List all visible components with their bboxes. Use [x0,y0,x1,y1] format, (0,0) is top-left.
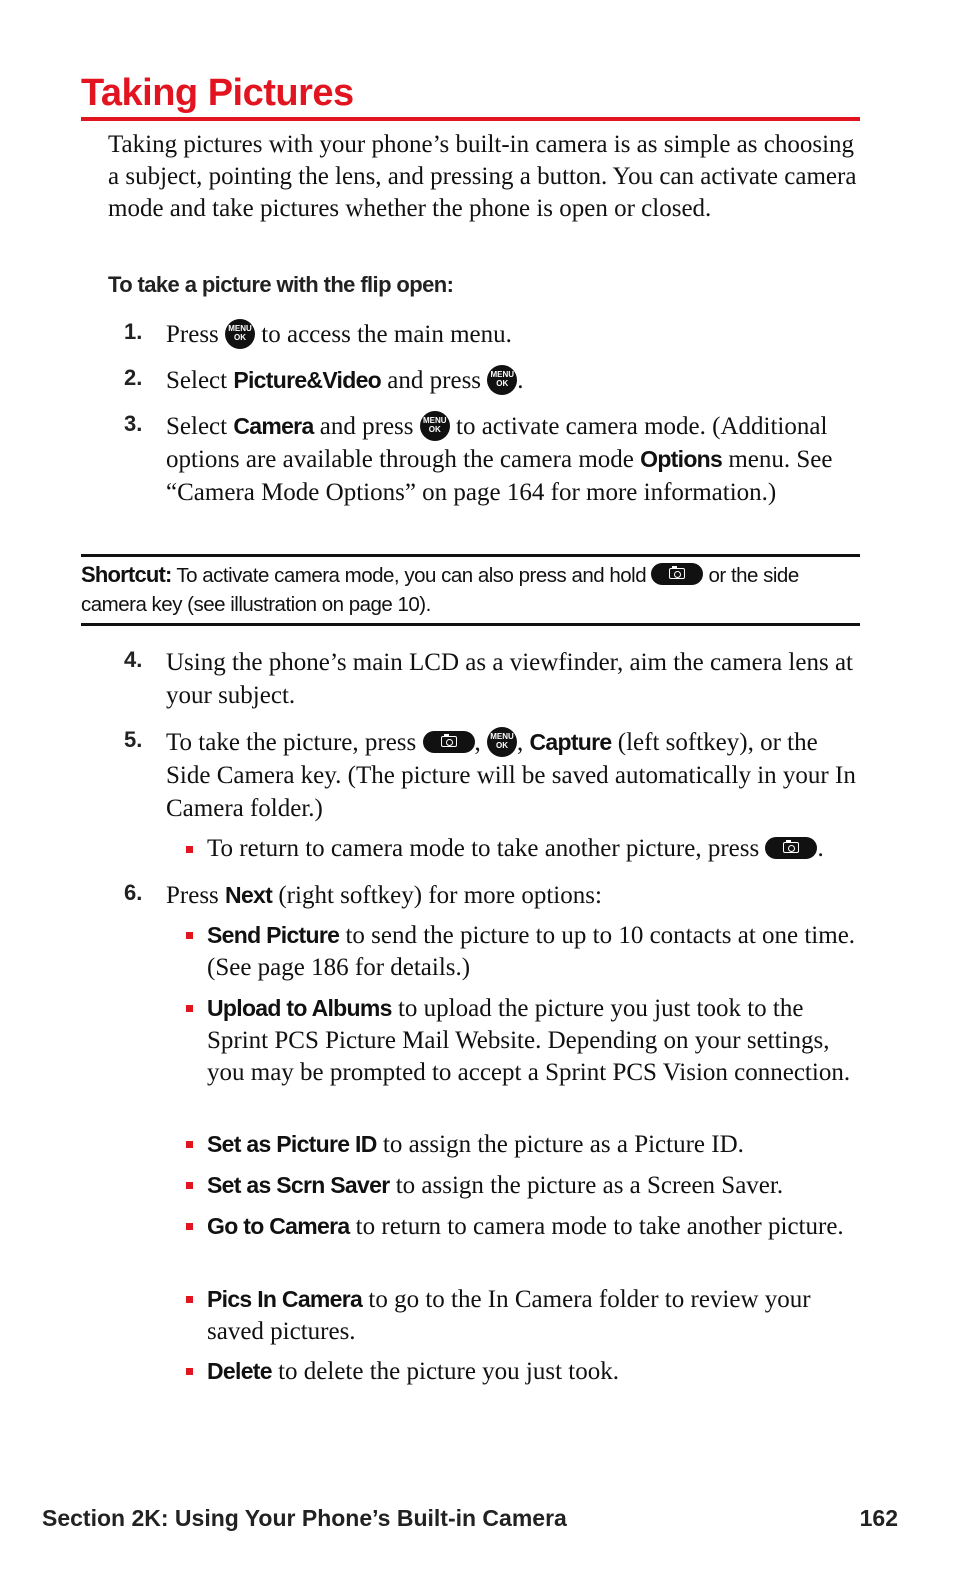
shortcut-text: or the side camera key (see illustration on page 10). [81,564,799,616]
bullet-icon [186,1296,193,1303]
step-text-part: (right softkey) for more options: [278,882,602,909]
step-text [166,410,860,509]
bullet-icon [186,846,193,853]
step-text-part: Press [166,321,219,348]
shortcut-note [81,560,860,619]
shortcut-text: To activate camera mode, you can also press and hold [176,564,647,587]
step-text-part: , [474,729,481,756]
step-text-part: and press [387,367,482,394]
option-label: Set as Picture ID [207,1131,377,1157]
step-text-part: to access the main menu. [261,321,512,348]
step-text-part: Select [166,367,228,394]
bullet-text-part: to assign the picture as a Picture ID. [382,1131,744,1158]
step-text-part: menu. See “Camera Mode Options” on page 164 for more information.) [166,446,833,506]
menu-item-label: Camera [233,413,314,439]
bullet-text-part: to return to camera mode to take another picture. [355,1213,844,1240]
bullet-text-part: to send the picture to up to 10 contacts at one time. (See page 186 for details.) [207,922,856,981]
step-text-part: to activate camera mode. (Additional options are available through the camera mode [166,413,828,473]
camera-key-icon [651,563,703,585]
step-text [166,318,860,351]
procedure-heading: To take a picture with the flip open: [108,272,454,297]
option-label: Pics In Camera [207,1286,363,1312]
bullet-icon [186,1141,193,1148]
footer-section-title: Section 2K: Using Your Phone’s Built-in Camera [42,1505,567,1531]
softkey-label: Capture [529,729,612,755]
step-number: 1. [124,319,143,344]
step-text-part: Press [166,882,219,909]
menu-item-label: Options [640,446,723,472]
step-text-part: (left softkey), or the Side Camera key. (The picture will be saved automatically in your In Camera folder.) [166,729,856,822]
step-text-part: To take the picture, press [166,729,417,756]
menu-item-label: Picture&Video [233,367,382,393]
bullet-text-part: . [817,835,824,862]
intro-paragraph: Taking pictures with your phone’s built-in camera is as simple as choosing a subject, pointing the lens, and pressing a button. You can activate camera mode and take pictures whether the phone is open or closed. [108,131,857,222]
bullet-icon [186,1005,193,1012]
menu-ok-key-icon: MENU OK [487,727,517,757]
softkey-label: Next [225,882,273,908]
bullet-text [207,1169,860,1202]
option-label: Send Picture [207,922,340,948]
option-label: Delete [207,1358,272,1384]
bullet-text [207,1128,860,1161]
camera-key-icon [423,731,475,753]
menu-ok-key-icon: MENU OK [225,319,255,349]
bullet-text [207,1283,860,1348]
option-label: Go to Camera [207,1213,350,1239]
page-number: 162 [859,1505,898,1531]
step-text-part: Select [166,413,228,440]
shortcut-bottom-rule [81,623,860,626]
bullet-text [207,833,887,865]
bullet-text-part: to go to the In Camera folder to review your saved pictures. [207,1286,811,1345]
menu-ok-key-icon: MENU OK [487,365,517,395]
bullet-icon [186,1223,193,1230]
title-rule [81,117,860,121]
step-text-part: . [517,367,524,394]
step-number: 4. [124,647,143,672]
step-text [166,879,860,912]
menu-ok-key-icon: MENU OK [420,411,450,441]
step-text-part: , [517,729,524,756]
bullet-icon [186,932,193,939]
bullet-text [207,992,860,1089]
step-text: Using the phone’s main LCD as a viewfinder, aim the camera lens at your subject. [166,649,853,709]
shortcut-label: Shortcut: [81,562,172,587]
step-number: 2. [124,365,143,390]
step-number: 6. [124,880,143,905]
step-text-part: and press [319,413,414,440]
option-label: Upload to Albums [207,995,392,1021]
shortcut-top-rule [81,554,860,557]
step-text [166,726,860,825]
bullet-text-part: to assign the picture as a Screen Saver. [395,1172,784,1199]
step-number: 5. [124,727,143,752]
bullet-text-part: To return to camera mode to take another picture, press [207,835,760,862]
step-text [166,364,860,397]
bullet-text [207,1355,860,1388]
bullet-text [207,919,860,984]
bullet-text [207,1210,860,1243]
page-title: Taking Pictures [81,72,354,114]
bullet-text-part: to delete the picture you just took. [278,1358,619,1385]
option-label: Set as Scrn Saver [207,1172,390,1198]
bullet-text-part: to upload the picture you just took to the Sprint PCS Picture Mail Website. Depending on your settings, you may be prompted to accept a Sprint PCS Vision connection. [207,995,851,1086]
camera-key-icon [765,837,817,859]
bullet-icon [186,1368,193,1375]
step-number: 3. [124,411,143,436]
bullet-icon [186,1182,193,1189]
